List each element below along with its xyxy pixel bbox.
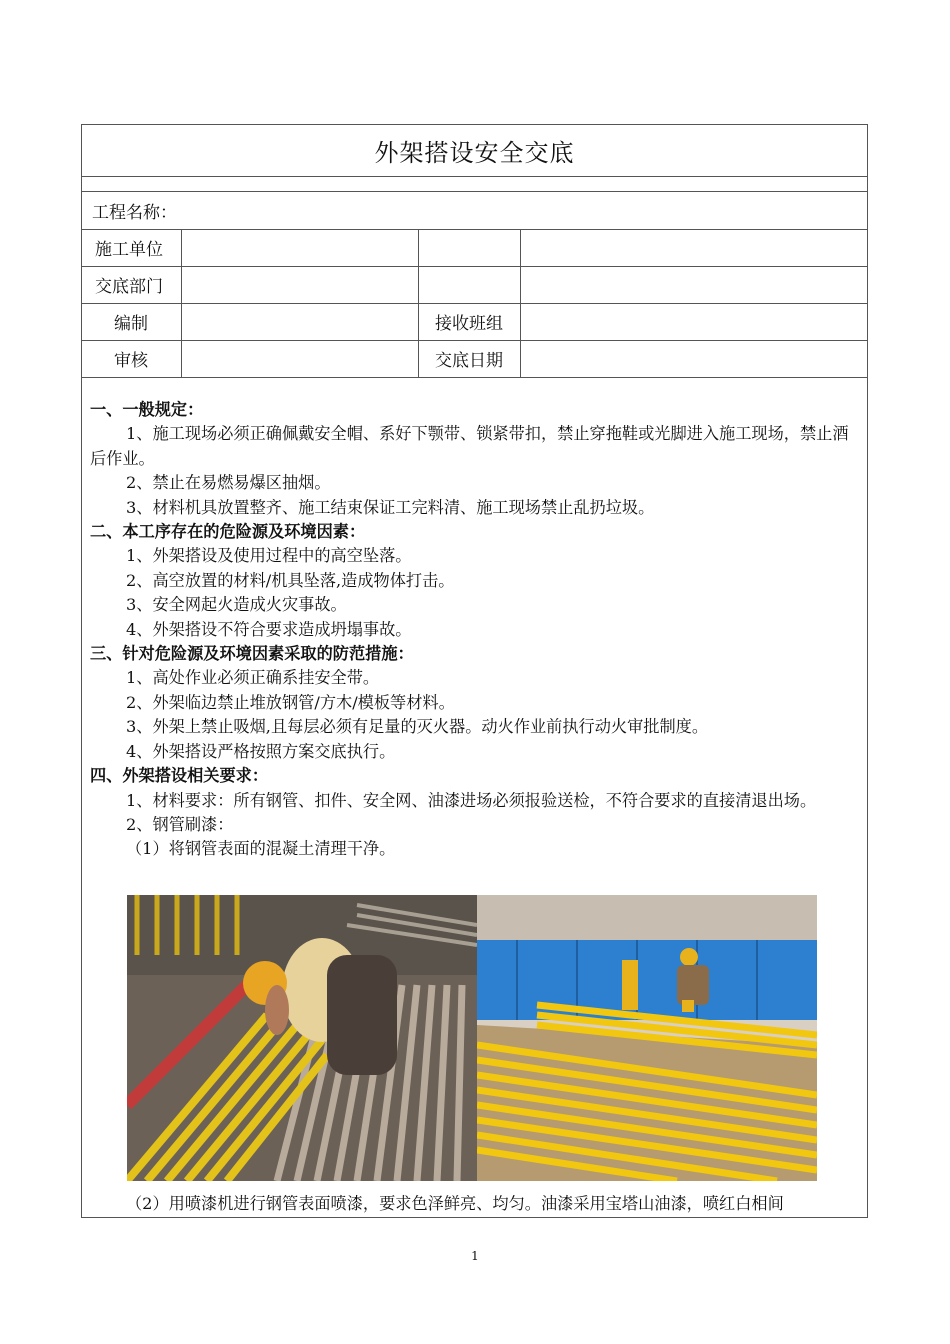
- list-item: 1、高处作业必须正确系挂安全带。: [126, 668, 380, 688]
- divider: [181, 229, 182, 377]
- divider: [81, 229, 868, 230]
- divider: [81, 176, 868, 177]
- list-item: 3、安全网起火造成火灾事故。: [126, 595, 347, 615]
- photo-row: [127, 895, 817, 1181]
- disclosure-date-label: 交底日期: [435, 351, 503, 371]
- divider: [81, 191, 868, 192]
- reviewed-by-label: 审核: [114, 351, 148, 371]
- divider: [520, 229, 521, 377]
- list-item: 3、材料机具放置整齐、施工结束保证工完料清、施工现场禁止乱扔垃圾。: [126, 497, 655, 517]
- list-item: 2、钢管刷漆：: [126, 814, 234, 834]
- construction-unit-label: 施工单位: [95, 240, 163, 260]
- worker-painting-yellow-pipes-photo: [477, 895, 817, 1181]
- list-item: （1）将钢管表面的混凝土清理干净。: [126, 839, 396, 859]
- page-number: 1: [471, 1249, 479, 1263]
- list-item: 2、外架临边禁止堆放钢管/方木/模板等材料。: [126, 692, 455, 712]
- list-item: 4、外架搭设不符合要求造成坍塌事故。: [126, 619, 412, 639]
- document-title: 外架搭设安全交底: [374, 138, 575, 167]
- worker-cleaning-pipes-photo: [127, 895, 477, 1181]
- divider: [81, 266, 868, 267]
- section-heading: 四、外架搭设相关要求：: [90, 766, 269, 786]
- list-item: 3、外架上禁止吸烟,且每层必须有足量的灭火器。动火作业前执行动火审批制度。: [126, 717, 709, 737]
- list-item: 2、禁止在易燃易爆区抽烟。: [126, 473, 331, 493]
- section-heading: 三、针对危险源及环境因素采取的防范措施：: [90, 644, 414, 664]
- section-heading: 一、一般规定：: [90, 400, 204, 419]
- list-item: （2）用喷漆机进行钢管表面喷漆，要求色泽鲜亮、均匀。油漆采用宝塔山油漆，喷红白相间: [126, 1194, 784, 1213]
- compiled-by-label: 编制: [114, 314, 148, 334]
- disclosure-dept-label: 交底部门: [95, 277, 163, 297]
- list-item: 4、外架搭设严格按照方案交底执行。: [126, 741, 396, 761]
- project-name-label: 工程名称：: [92, 202, 177, 223]
- disclosure-body: [90, 398, 862, 862]
- divider: [81, 377, 868, 378]
- list-item: 1、外架搭设及使用过程中的高空坠落。: [126, 546, 412, 566]
- list-item: 2、高空放置的材料/机具坠落,造成物体打击。: [126, 570, 455, 590]
- list-item: 1、材料要求：所有钢管、扣件、安全网、油漆进场必须报验送检，不符合要求的直接清退出场。: [126, 790, 817, 810]
- section-heading: 二、本工序存在的危险源及环境因素：: [90, 522, 366, 542]
- receiving-team-label: 接收班组: [435, 314, 503, 334]
- list-item: 1、施工现场必须正确佩戴安全帽、系好下颚带、锁紧带扣，禁止穿拖鞋或光脚进入施工现场，禁止酒后作业。: [90, 424, 849, 468]
